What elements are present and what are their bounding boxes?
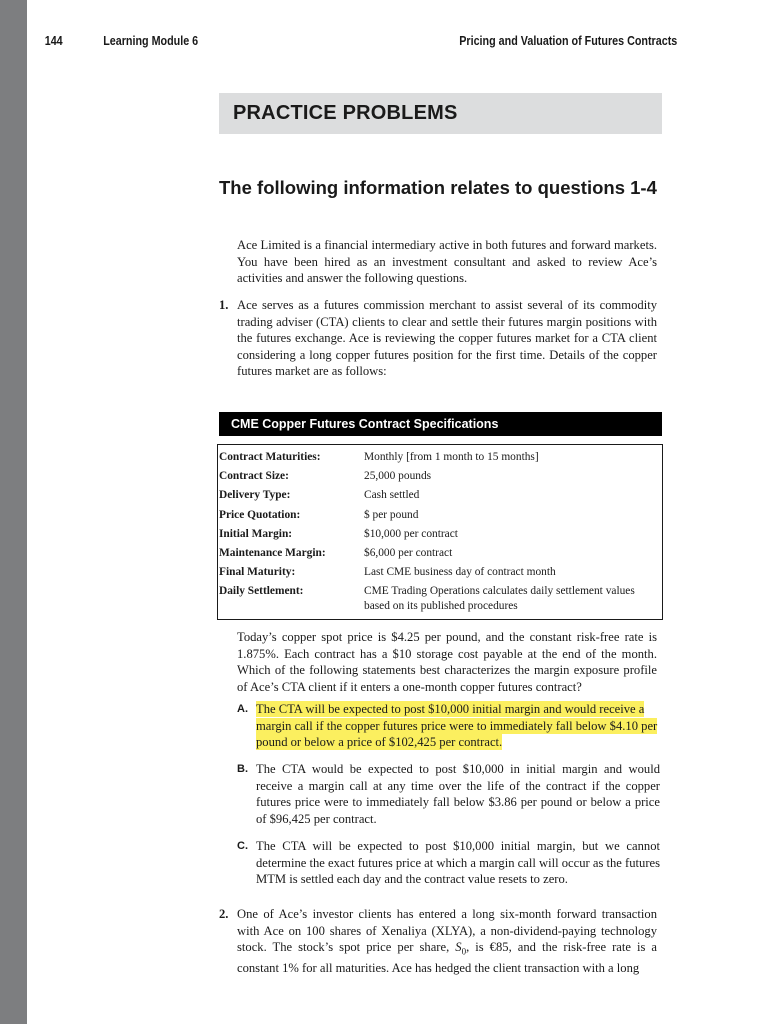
question-1-number: 1. [219,298,229,312]
spec-value: $ per pound [364,509,419,521]
question-1-stem: Today’s copper spot price is $4.25 per pound, and the constant risk-free rate is 1.875%. Each contract has a $10 storage cost payable at the end of the month. Which of the following statements best characterizes the margin exposure profile of Ace’s CTA client if it enters a one-month copper futures contract? [237,630,657,694]
option-a-text [256,701,660,751]
spec-label: Initial Margin: [219,528,293,540]
spec-value: CME Trading Operations calculates daily settlement values based on its published procedures [364,585,635,612]
question-2-text-start: One of Ace’s investor clients has entered a long six-month forward transaction with Ace on 100 shares of Xenaliya (XLYA), a non-dividend-paying technology stock. The stock’s spot price per share, [237,907,657,955]
spec-label: Contract Maturities: [219,451,321,463]
spec-label: Daily Settlement: [219,585,304,597]
spec-value: Monthly [from 1 month to 15 months] [364,451,539,463]
option-b-letter: B. [237,763,248,775]
intro-paragraph: Ace Limited is a financial intermediary active in both futures and forward markets. You have been hired as an investment consultant and asked to review Ace’s activities and answer the following questions. [237,238,657,286]
spec-value: 25,000 pounds [364,470,432,482]
highlighted-answer: The CTA will be expected to post $10,000 initial margin and would receive a margin call if the copper futures price were to immediately fall below $4.10 per pound or below a price of $102,425 per contract. [256,702,658,750]
spec-value: Cash settled [364,489,420,501]
section-heading: The following information relates to questions 1-4 [219,177,657,198]
chapter-title: Pricing and Valuation of Futures Contracts [459,34,678,48]
spec-value: Last CME business day of contract month [364,566,556,578]
option-b-text: The CTA would be expected to post $10,000 in initial margin and would receive a margin call at any time over the life of the contract if the copper futures price were to immediately fall below $3.86 per pound or below a price of $96,425 per contract. [256,762,660,826]
question-1-text: Ace serves as a futures commission merchant to assist several of its commodity trading adviser (CTA) clients to clear and settle their futures margin positions with the futures exchange. Ace is reviewing the copper futures market for a CTA client considering a long copper futures position for the first time. Details of the copper futures market are as follows: [237,298,657,379]
question-2-number: 2. [219,907,229,921]
spec-label: Contract Size: [219,470,289,482]
question-2-text [237,906,657,977]
module-label: Learning Module 6 [103,34,199,48]
running-header [0,34,678,54]
spec-label: Maintenance Margin: [219,547,326,559]
page-number: 144 [44,34,63,48]
spec-label: Price Quotation: [219,509,301,521]
spec-table-title: CME Copper Futures Contract Specifications [219,412,662,436]
left-margin-bar [0,0,27,1024]
spot-price-subscript: 0 [461,946,467,957]
option-c-letter: C. [237,840,248,852]
option-c-text: The CTA will be expected to post $10,000 initial margin, but we cannot determine the exact futures price at which a margin call will occur as the futures MTM is settled each day and the contract value resets to zero. [256,839,661,887]
spec-value: $10,000 per contract [364,528,458,540]
practice-problems-banner: PRACTICE PROBLEMS [219,93,662,134]
spec-table [217,444,663,620]
question-2-text-end: , is €85, and the risk-free rate is a constant 1% for all maturities. Ace has hedged the client transaction with a long [237,940,657,976]
spec-value: $6,000 per contract [364,547,453,559]
spec-label: Delivery Type: [219,489,291,501]
spec-label: Final Maturity: [219,566,296,578]
option-a-letter: A. [237,703,248,715]
spot-price-symbol: S [455,940,462,955]
